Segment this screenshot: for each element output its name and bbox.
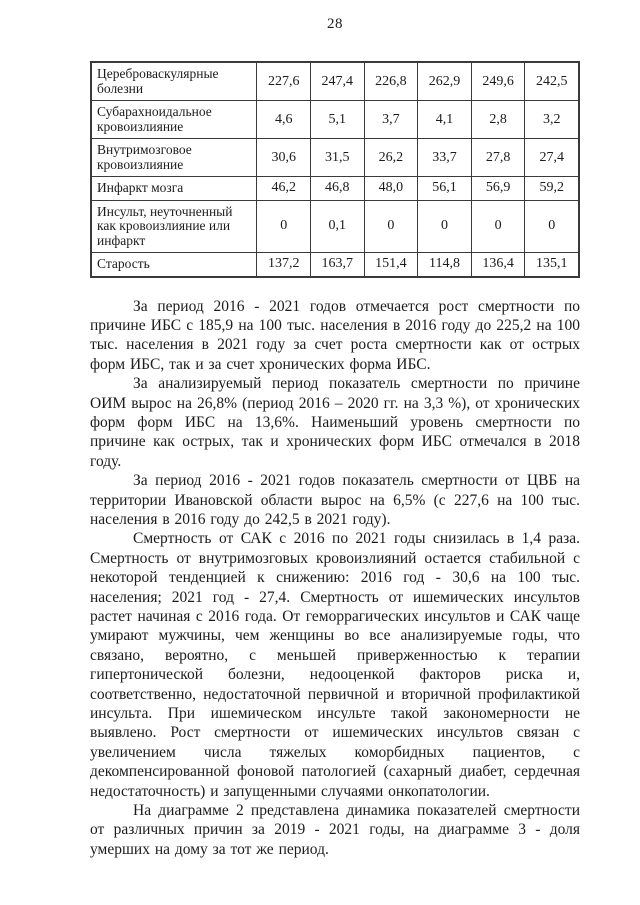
row-value: 4,6 xyxy=(257,101,311,139)
row-label: Инсульт, неуточненный как кровоизлияние или инфаркт xyxy=(91,200,257,253)
paragraph: За период 2016 - 2021 годов показатель смертности от ЦВБ на территории Ивановской области вырос на 6,5% (с 227,6 на 100 тыс. населения в 2016 году до 242,5 в 2021 году). xyxy=(90,472,580,528)
row-value: 0 xyxy=(364,200,418,253)
paragraph: За анализируемый период показатель смертности по причине ОИМ вырос на 26,8% (период 2016 – 2020 гг. на 3,3 %), от хронических форм форм ИБС на 13,6%. Наименьший уровень смертности по причине как острых, так и хронических форм ИБС отмечался в 2018 году. xyxy=(90,375,580,470)
row-value: 48,0 xyxy=(364,177,418,201)
row-value: 56,1 xyxy=(418,177,472,201)
row-value: 26,2 xyxy=(364,139,418,177)
row-value: 56,9 xyxy=(471,177,525,201)
row-value: 151,4 xyxy=(364,253,418,277)
row-value: 33,7 xyxy=(418,139,472,177)
row-value: 46,2 xyxy=(257,177,311,201)
row-value: 0,1 xyxy=(311,200,365,253)
row-value: 5,1 xyxy=(311,101,365,139)
row-label: Старость xyxy=(91,253,257,277)
row-value: 163,7 xyxy=(311,253,365,277)
row-value: 0 xyxy=(418,200,472,253)
row-label: Цереброваскулярные болезни xyxy=(91,62,257,101)
document-page xyxy=(90,0,580,859)
row-label: Субарахноидальное кровоизлияние xyxy=(91,101,257,139)
paragraph: На диаграмме 2 представлена динамика показателей смертности от различных причин за 2019 - 2021 годы, на диаграмме 3 - доля умерших на дому за тот же период. xyxy=(90,802,580,858)
table-row xyxy=(91,200,579,253)
row-value: 226,8 xyxy=(364,62,418,101)
mortality-table xyxy=(90,61,580,278)
table-row xyxy=(91,101,579,139)
row-value: 4,1 xyxy=(418,101,472,139)
row-value: 27,8 xyxy=(471,139,525,177)
row-value: 30,6 xyxy=(257,139,311,177)
paragraph: Смертность от САК с 2016 по 2021 годы снизилась в 1,4 раза. Смертность от внутримозговых кровоизлияний остается стабильной с некоторой тенденцией к снижению: 2016 год - 30,6 на 100 тыс. населения; 2021 год - 27,4. Смертность от ишемических инсультов растет начиная с 2016 года. От геморрагических инсультов и САК чаще умирают мужчины, чем женщины во все анализируемые годы, что связано, вероятно, с меньшей приверженностью к терапии гипертонической болезни, недооценкой факторов риска и, соответственно, недостаточной первичной и вторичной профилактикой инсульта. При ишемическом инсульте такой закономерности не выявлено. Рост смертности от ишемических инсультов связан с увеличением числа тяжелых коморбидных пациентов, с декомпенсированной фоновой патологией (сахарный диабет, сердечная недостаточность) и запущенными случаями онкопатологии. xyxy=(90,530,580,800)
table-row xyxy=(91,177,579,201)
table-row xyxy=(91,253,579,277)
row-value: 3,7 xyxy=(364,101,418,139)
row-value: 136,4 xyxy=(471,253,525,277)
paragraph: За период 2016 - 2021 годов отмечается рост смертности по причине ИБС с 185,9 на 100 тыс. населения в 2016 году до 225,2 на 100 тыс. населения в 2021 году за счет роста смертности как от острых форм ИБС, так и за счет хронических форма ИБС. xyxy=(90,297,580,373)
row-value: 247,4 xyxy=(311,62,365,101)
row-value: 59,2 xyxy=(525,177,579,201)
page-number: 28 xyxy=(327,16,343,32)
row-value: 0 xyxy=(471,200,525,253)
row-value: 262,9 xyxy=(418,62,472,101)
row-value: 3,2 xyxy=(525,101,579,139)
table-row xyxy=(91,62,579,101)
row-value: 0 xyxy=(525,200,579,253)
table-row xyxy=(91,139,579,177)
body-text xyxy=(90,297,580,860)
row-value: 46,8 xyxy=(311,177,365,201)
row-value: 249,6 xyxy=(471,62,525,101)
row-value: 0 xyxy=(257,200,311,253)
row-value: 137,2 xyxy=(257,253,311,277)
row-label: Внутримозговое кровоизлияние xyxy=(91,139,257,177)
row-value: 2,8 xyxy=(471,101,525,139)
row-value: 227,6 xyxy=(257,62,311,101)
row-label: Инфаркт мозга xyxy=(91,177,257,201)
row-value: 27,4 xyxy=(525,139,579,177)
row-value: 135,1 xyxy=(525,253,579,277)
row-value: 242,5 xyxy=(525,62,579,101)
row-value: 31,5 xyxy=(311,139,365,177)
row-value: 114,8 xyxy=(418,253,472,277)
